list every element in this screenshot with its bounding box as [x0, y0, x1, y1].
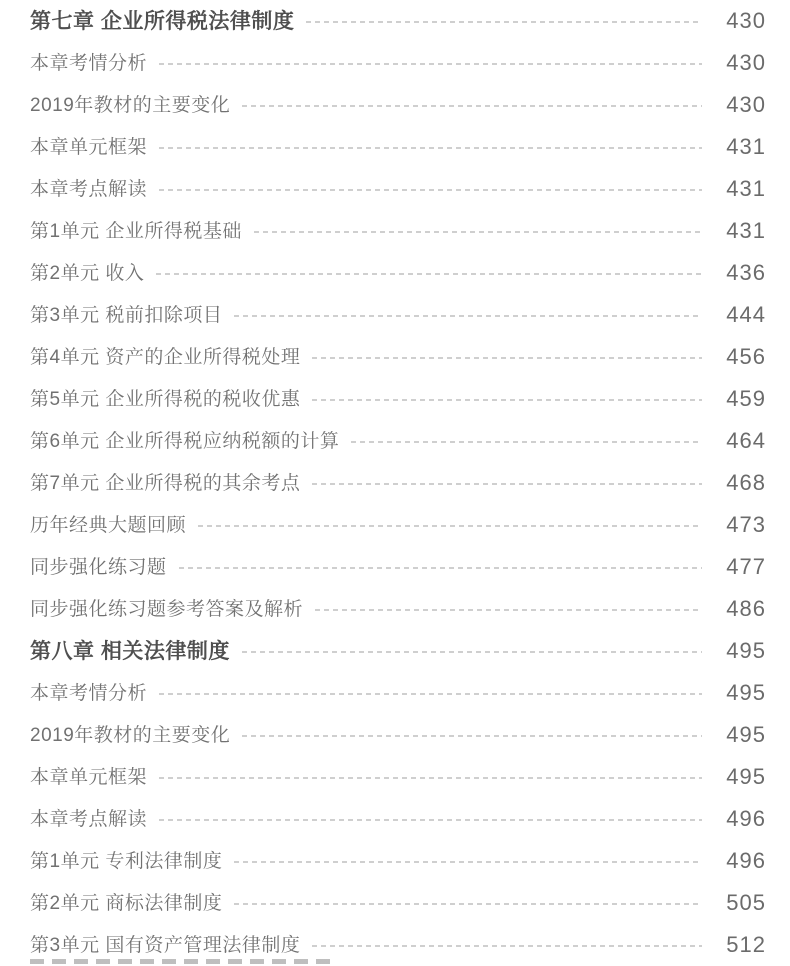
- dotted-leader: [159, 693, 702, 695]
- toc-row[interactable]: [30, 588, 766, 630]
- dotted-leader: [254, 231, 702, 233]
- toc-entry-label: 第5单元 企业所得税的税收优惠: [30, 388, 301, 410]
- toc-entry-label: 本章单元框架: [30, 136, 148, 158]
- toc-row[interactable]: [30, 210, 766, 252]
- dotted-leader: [179, 567, 702, 569]
- page-number: 430: [726, 8, 766, 33]
- toc-entry-label: 第七章 企业所得税法律制度: [30, 9, 295, 33]
- page-number: 468: [726, 470, 766, 495]
- toc-row[interactable]: [30, 672, 766, 714]
- toc-row[interactable]: [30, 882, 766, 924]
- dotted-leader: [156, 273, 702, 275]
- dotted-leader: [312, 483, 702, 485]
- dotted-leader: [234, 903, 702, 905]
- page-number: 495: [726, 680, 766, 705]
- toc-row[interactable]: [30, 630, 766, 672]
- page-number: 444: [726, 302, 766, 327]
- toc-row[interactable]: [30, 126, 766, 168]
- page-number: 473: [726, 512, 766, 537]
- toc-entry-label: 同步强化练习题: [30, 556, 167, 578]
- toc-row[interactable]: [30, 462, 766, 504]
- dotted-leader: [312, 357, 702, 359]
- toc-entry-label: 本章考情分析: [30, 682, 148, 704]
- clipped-next-row-remnant: [30, 959, 330, 964]
- toc-row[interactable]: [30, 714, 766, 756]
- page-number: 431: [726, 176, 766, 201]
- toc-entry-label: 历年经典大题回顾: [30, 514, 187, 536]
- page-number: 459: [726, 386, 766, 411]
- page-number: 512: [726, 932, 766, 957]
- dotted-leader: [234, 861, 702, 863]
- toc-entry-label: 本章单元框架: [30, 766, 148, 788]
- page-number: 495: [726, 638, 766, 663]
- dotted-leader: [159, 777, 702, 779]
- page-number: 464: [726, 428, 766, 453]
- page-number: 495: [726, 764, 766, 789]
- toc-entry-label: 本章考点解读: [30, 808, 148, 830]
- toc-row[interactable]: [30, 504, 766, 546]
- page-number: 431: [726, 218, 766, 243]
- toc-entry-label: 第6单元 企业所得税应纳税额的计算: [30, 430, 340, 452]
- dotted-leader: [159, 819, 702, 821]
- dotted-leader: [315, 609, 702, 611]
- toc-entry-label: 本章考情分析: [30, 52, 148, 74]
- dotted-leader: [198, 525, 702, 527]
- dotted-leader: [242, 735, 702, 737]
- dotted-leader: [312, 399, 702, 401]
- toc-entry-label: 第3单元 国有资产管理法律制度: [30, 934, 301, 956]
- dotted-leader: [159, 147, 702, 149]
- page-number: 456: [726, 344, 766, 369]
- toc-entry-label: 第4单元 资产的企业所得税处理: [30, 346, 301, 368]
- toc-row[interactable]: [30, 336, 766, 378]
- toc-entry-label: 第八章 相关法律制度: [30, 639, 230, 663]
- dotted-leader: [159, 189, 702, 191]
- toc-entry-label: 同步强化练习题参考答案及解析: [30, 598, 304, 620]
- toc-entry-label: 第2单元 收入: [30, 262, 145, 284]
- dotted-leader: [242, 651, 702, 653]
- page-number: 496: [726, 806, 766, 831]
- toc-entry-label: 第2单元 商标法律制度: [30, 892, 223, 914]
- toc-entry-label: 本章考点解读: [30, 178, 148, 200]
- toc-row[interactable]: [30, 0, 766, 42]
- toc-row[interactable]: [30, 84, 766, 126]
- dotted-leader: [234, 315, 702, 317]
- dotted-leader: [242, 105, 702, 107]
- page-number: 495: [726, 722, 766, 747]
- dotted-leader: [306, 21, 702, 23]
- page-number: 505: [726, 890, 766, 915]
- toc-row[interactable]: [30, 252, 766, 294]
- toc-entry-label: 第1单元 专利法律制度: [30, 850, 223, 872]
- page-number: 477: [726, 554, 766, 579]
- page-number: 486: [726, 596, 766, 621]
- toc-row[interactable]: [30, 420, 766, 462]
- dotted-leader: [312, 945, 702, 947]
- toc-row[interactable]: [30, 42, 766, 84]
- toc-entry-label: 2019年教材的主要变化: [30, 724, 231, 746]
- toc-entry-label: 第3单元 税前扣除项目: [30, 304, 223, 326]
- dotted-leader: [351, 441, 702, 443]
- toc-row[interactable]: [30, 798, 766, 840]
- toc-row[interactable]: [30, 840, 766, 882]
- page-number: 430: [726, 50, 766, 75]
- toc-row[interactable]: [30, 378, 766, 420]
- page-number: 436: [726, 260, 766, 285]
- page-number: 496: [726, 848, 766, 873]
- toc-row[interactable]: [30, 546, 766, 588]
- toc-row[interactable]: [30, 168, 766, 210]
- page-number: 430: [726, 92, 766, 117]
- dotted-leader: [159, 63, 702, 65]
- toc-entry-label: 第7单元 企业所得税的其余考点: [30, 472, 301, 494]
- page-number: 431: [726, 134, 766, 159]
- toc-row[interactable]: [30, 756, 766, 798]
- toc-row[interactable]: [30, 294, 766, 336]
- toc-entry-label: 2019年教材的主要变化: [30, 94, 231, 116]
- toc-entry-label: 第1单元 企业所得税基础: [30, 220, 242, 242]
